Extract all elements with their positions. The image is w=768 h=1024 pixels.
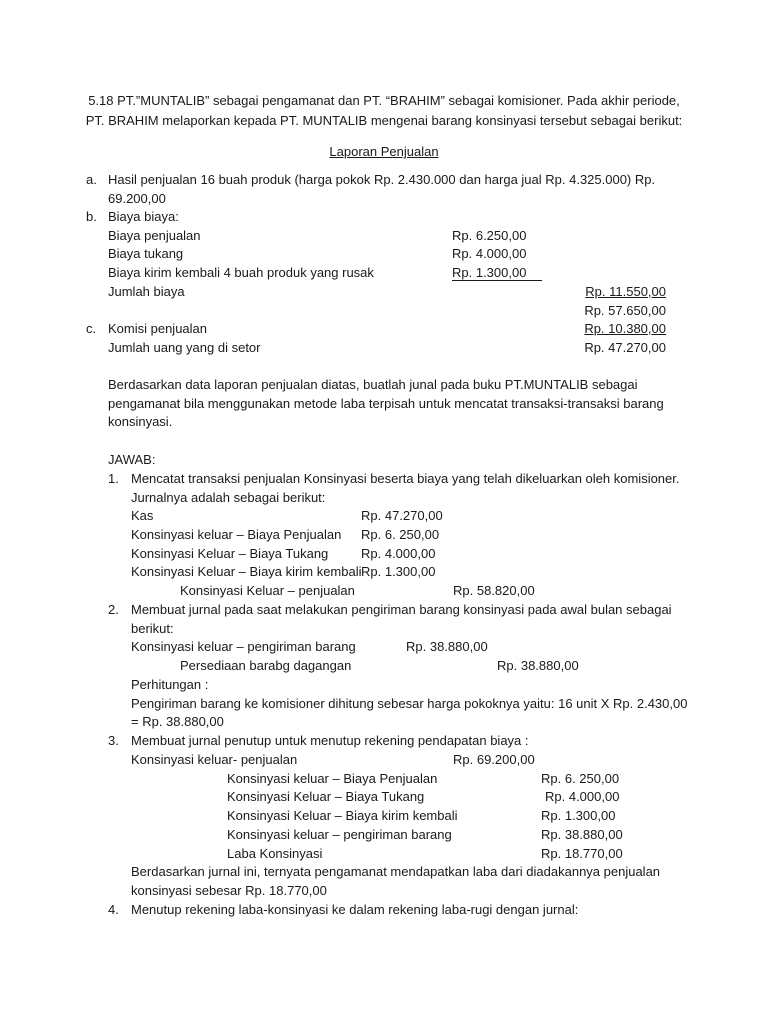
journal-2-credit-label: Persediaan barabg dagangan: [180, 658, 352, 673]
journal-3-credit-label-tukang: Konsinyasi Keluar – Biaya Tukang: [227, 789, 425, 804]
cost-label-tukang: Biaya tukang: [108, 246, 184, 261]
journal-1-amount-penjualan: Rp. 6. 250,00: [361, 527, 440, 542]
journal-2-debit-label: Konsinyasi keluar – pengiriman barang: [131, 639, 356, 654]
journal-3-credit-label-penjualan: Konsinyasi keluar – Biaya Penjualan: [227, 771, 438, 786]
item-b-marker: b.: [86, 209, 97, 224]
step-3-number: 3.: [108, 733, 119, 748]
instruction-line-1: Berdasarkan data laporan penjualan diatas, buatlah junal pada buku PT.MUNTALIB sebagai: [108, 377, 638, 392]
header-line-1: 5.18 PT.”MUNTALIB” sebagai pengamanat dan PT. “BRAHIM” sebagai komisioner. Pada akhir periode,: [88, 93, 680, 108]
step-4-number: 4.: [108, 902, 119, 917]
cost-amount-tukang: Rp. 4.000,00: [452, 246, 527, 261]
journal-3-credit-amount-laba: Rp. 18.770,00: [541, 846, 623, 861]
step-2-number: 2.: [108, 602, 119, 617]
journal-2-credit-amount: Rp. 38.880,00: [497, 658, 579, 673]
commission-label: Komisi penjualan: [108, 321, 208, 336]
step-2-line-2: berikut:: [131, 621, 174, 636]
item-a-line-2: 69.200,00: [108, 191, 166, 206]
deposit-label: Jumlah uang yang di setor: [108, 340, 261, 355]
calc-line-1: Pengiriman barang ke komisioner dihitung sebesar harga pokoknya yaitu: 16 unit X Rp. 2.430,00: [131, 696, 688, 711]
total-cost-label: Jumlah biaya: [108, 284, 185, 299]
cost-amount-penjualan: Rp. 6.250,00: [452, 228, 527, 243]
conclusion-line-1: Berdasarkan jurnal ini, ternyata pengamanat mendapatkan laba dari diadakannya penjualan: [131, 864, 661, 879]
step-4-line-1: Menutup rekening laba-konsinyasi ke dalam rekening laba-rugi dengan jurnal:: [131, 902, 579, 917]
journal-3-credit-label-pengiriman: Konsinyasi keluar – pengiriman barang: [227, 827, 452, 842]
journal-3-debit-amount: Rp. 69.200,00: [453, 752, 535, 767]
journal-1-amount-kirim: Rp. 1.300,00: [361, 564, 436, 579]
step-1-line-1: Mencatat transaksi penjualan Konsinyasi beserta biaya yang telah dikeluarkan oleh komisioner.: [131, 471, 680, 486]
journal-1-label-kirim: Konsinyasi Keluar – Biaya kirim kembali: [131, 564, 362, 579]
answer-heading: JAWAB:: [108, 452, 156, 467]
journal-3-credit-amount-kirim: Rp. 1.300,00: [541, 808, 616, 823]
item-a-line-1: Hasil penjualan 16 buah produk (harga pokok Rp. 2.430.000 dan harga jual Rp. 4.325.000) Rp.: [108, 172, 656, 187]
cost-amount-kirim: Rp. 1.300,00: [452, 265, 527, 280]
commission-amount: Rp. 10.380,00: [584, 321, 666, 336]
journal-1-label-tukang: Konsinyasi Keluar – Biaya Tukang: [131, 546, 329, 561]
step-1-line-2: Jurnalnya adalah sebagai berikut:: [131, 490, 326, 505]
instruction-line-3: konsinyasi.: [108, 414, 173, 429]
journal-1-label-penjualan: Konsinyasi keluar – Biaya Penjualan: [131, 527, 342, 542]
journal-2-debit-amount: Rp. 38.880,00: [406, 639, 488, 654]
journal-3-credit-amount-penjualan: Rp. 6. 250,00: [541, 771, 620, 786]
conclusion-line-2: konsinyasi sebesar Rp. 18.770,00: [131, 883, 327, 898]
header-line-2: PT. BRAHIM melaporkan kepada PT. MUNTALIB mengenai barang konsinyasi tersebut sebagai berikut:: [85, 113, 683, 128]
cost-label-kirim: Biaya kirim kembali 4 buah produk yang rusak: [108, 265, 374, 280]
item-a-marker: a.: [86, 172, 97, 187]
item-c-marker: c.: [86, 321, 97, 336]
deposit-amount: Rp. 47.270,00: [584, 340, 666, 355]
step-3-line-1: Membuat jurnal penutup untuk menutup rekening pendapatan biaya :: [131, 733, 529, 748]
instruction-line-2: pengamanat bila menggunakan metode laba terpisah untuk mencatat transaksi-transaksi barang: [108, 396, 664, 411]
journal-1-credit-amount: Rp. 58.820,00: [453, 583, 535, 598]
subtotal-underline: [452, 280, 542, 281]
net-amount: Rp. 57.650,00: [584, 303, 666, 318]
journal-1-credit-label: Konsinyasi Keluar – penjualan: [180, 583, 355, 598]
cost-label-penjualan: Biaya penjualan: [108, 228, 201, 243]
journal-3-credit-amount-pengiriman: Rp. 38.880,00: [541, 827, 623, 842]
journal-3-credit-label-kirim: Konsinyasi Keluar – Biaya kirim kembali: [227, 808, 458, 823]
step-1-number: 1.: [108, 471, 119, 486]
journal-3-credit-label-laba: Laba Konsinyasi: [227, 846, 323, 861]
total-cost-amount: Rp. 11.550,00: [585, 284, 666, 299]
journal-1-label-kas: Kas: [131, 508, 154, 523]
calc-line-2: = Rp. 38.880,00: [131, 714, 224, 729]
journal-1-amount-tukang: Rp. 4.000,00: [361, 546, 436, 561]
report-title: Laporan Penjualan: [329, 144, 439, 159]
calc-heading: Perhitungan :: [131, 677, 209, 692]
journal-1-amount-kas: Rp. 47.270,00: [361, 508, 443, 523]
item-b-heading: Biaya biaya:: [108, 209, 179, 224]
step-2-line-1: Membuat jurnal pada saat melakukan pengiriman barang konsinyasi pada awal bulan sebagai: [131, 602, 672, 617]
journal-3-debit-label: Konsinyasi keluar- penjualan: [131, 752, 298, 767]
journal-3-credit-amount-tukang: Rp. 4.000,00: [545, 789, 620, 804]
